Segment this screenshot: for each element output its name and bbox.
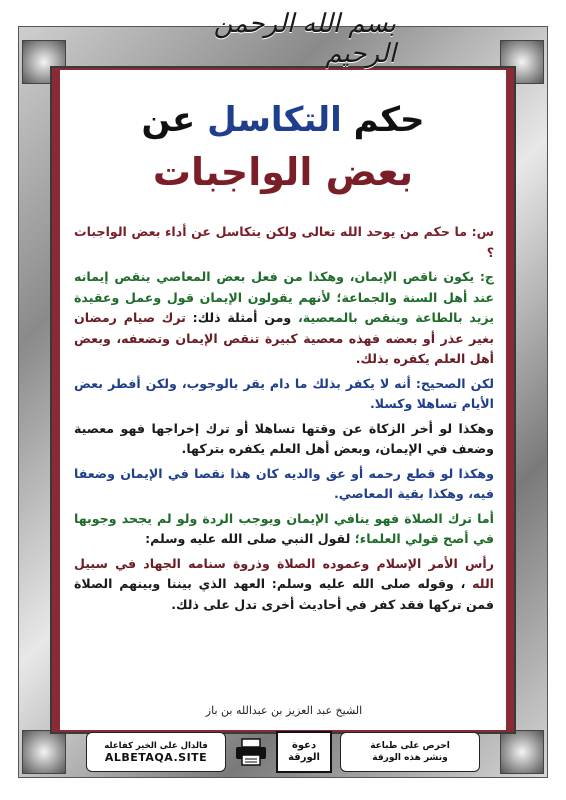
title-highlight: التكاسل — [207, 100, 342, 140]
hadith-paragraph — [74, 554, 494, 616]
title-text: عن — [141, 100, 208, 140]
hadith-text: ، وقوله صلى الله عليه وسلم: العهد الذي بيننا وبينهم الصلاة فمن تركها فقد كفر في أحاديث أخرى تدل على ذلك. — [74, 576, 494, 612]
author-signature: الشيخ عبد العزيز بن عبدالله بن باز — [205, 704, 363, 717]
footer-slogan: فالدال على الخير كفاعله — [104, 740, 208, 751]
answer-text: ترك صيام رمضان بغير عذر أو بعضه فهذه معصية كبيرة تنقص الإيمان وتضعفه، وبعض أهل العلم يكفره بذلك. — [74, 310, 494, 366]
logo-text: الورقة — [288, 752, 320, 763]
footer-bar — [86, 728, 480, 776]
frame-corner-ornament — [22, 730, 66, 774]
footer-site-box — [86, 732, 226, 772]
footer-print-text: ونشر هذه الورقة — [372, 753, 448, 763]
logo-text: دعوة — [291, 740, 317, 751]
title-text: حكم — [341, 100, 425, 140]
page-title-line1 — [60, 100, 506, 140]
question-paragraph: س: ما حكم من يوحد الله تعالى ولكن يتكاسل عن أداء بعض الواجبات ؟ — [74, 224, 494, 260]
frame-corner-ornament — [500, 730, 544, 774]
kinship-paragraph: وهكذا لو قطع رحمه أو عق والديه كان هذا نقصا في الإيمان وضعفا فيه، وهكذا بقية المعاصي. — [74, 465, 494, 501]
printer-icon — [234, 737, 268, 767]
dawa-logo — [276, 731, 332, 773]
basmala-calligraphy: بسم الله الرحمن الرحيم — [213, 9, 396, 69]
prayer-text: أما ترك الصلاة فهو ينافي الإيمان ويوجب الردة ولو لم يجحد وجوبها في أصح قولي العلماء؛ — [74, 510, 494, 546]
page-title-line2: بعض الواجبات — [152, 150, 414, 194]
footer-print-text: احرص على طباعة — [370, 741, 450, 751]
answer-paragraph — [74, 267, 494, 370]
article-body — [74, 222, 494, 619]
footer-print-box — [340, 732, 480, 772]
footer-site-link[interactable]: ALBETAQA.SITE — [104, 750, 208, 764]
answer-text: ج: يكون ناقص الإيمان، وهكذا من فعل بعض المعاصي ينقص إيمانه عند أهل السنة والجماعة؛ لأنهم يقولون الإيمان قول وعمل وعقيدة يزيد بالطاعة وينقص بالمعصية، — [74, 269, 494, 325]
zakat-paragraph: وهكذا لو أخر الزكاة عن وقتها تساهلا أو ترك إخراجها فهو معصية وضعف في الإيمان، وبعض أهل العلم يكفره بتركها. — [74, 420, 494, 456]
hadith-text: رأس الأمر الإسلام وعموده الصلاة وذروة سنامه الجهاد في سبيل الله — [74, 555, 494, 591]
answer-text: ومن أمثلة ذلك: — [192, 310, 298, 325]
prayer-paragraph — [74, 509, 494, 550]
prayer-text: لقول النبي صلى الله عليه وسلم: — [145, 531, 355, 546]
correct-view-paragraph: لكن الصحيح: أنه لا يكفر بذلك ما دام يقر بالوجوب، ولكن أفطر بعض الأيام تساهلا وكسلا. — [74, 375, 494, 411]
